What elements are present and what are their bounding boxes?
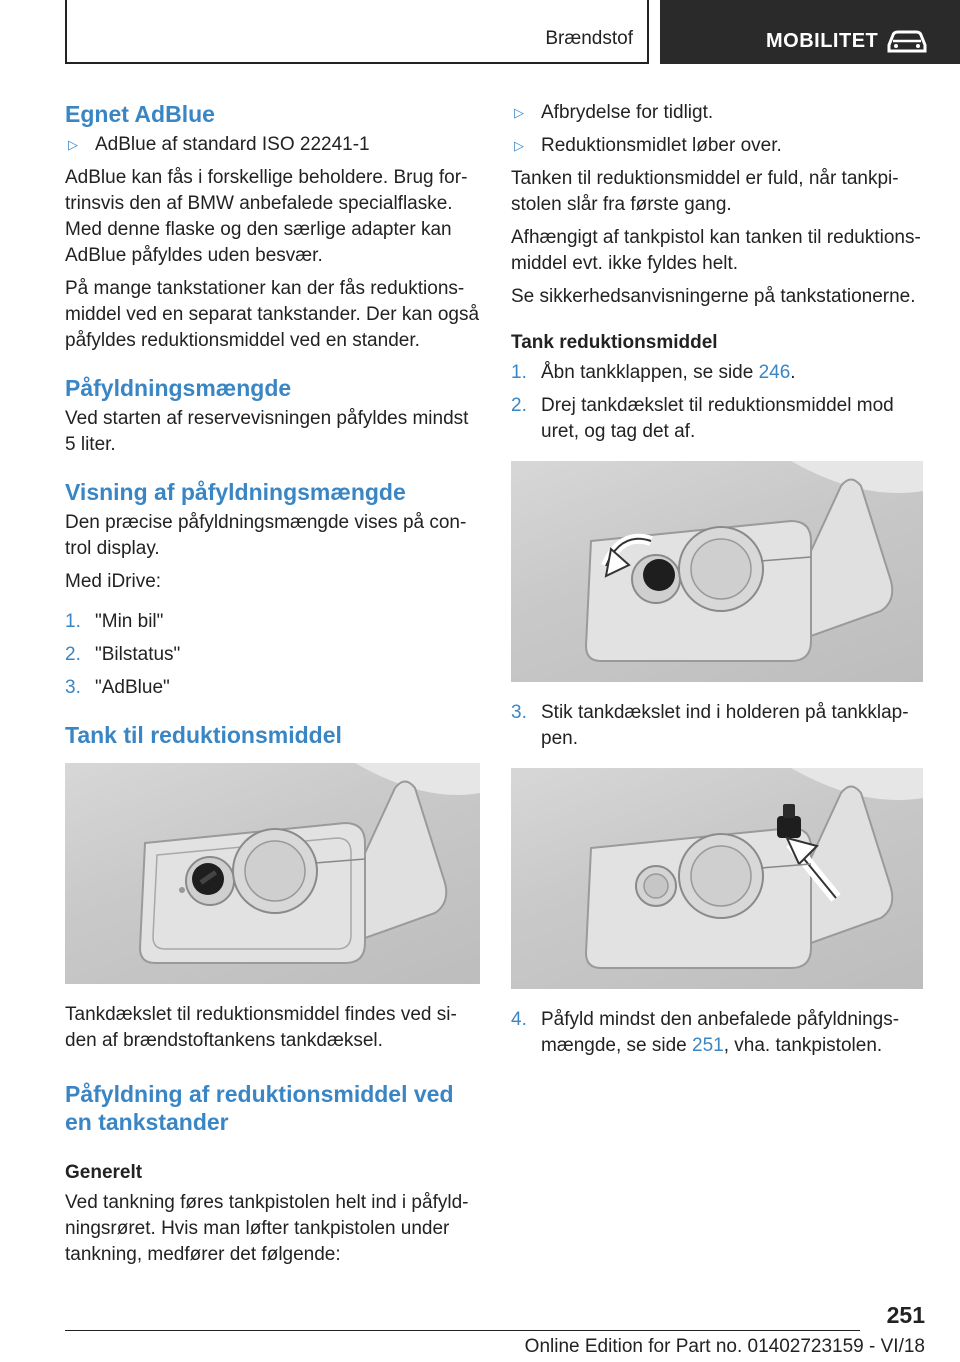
paragraph: Tanken til reduktionsmiddel er fuld, når tankpistolen slår fra første gang. [511, 168, 899, 215]
list-item [511, 100, 925, 126]
paragraph: Ved starten af reservevisningen påfyldes mindst 5 liter. [65, 408, 469, 455]
paragraph: Ved tankning føres tankpistolen helt ind i påfyldningsrøret. Hvis man løfter tankpistolen under tankning, medfører det følgende: [65, 1192, 469, 1265]
header-chapter-tab [660, 0, 960, 64]
right-column [511, 100, 925, 1066]
list-item [511, 393, 925, 445]
paragraph: Med iDrive: [65, 571, 162, 592]
footer-edition: Online Edition for Part no. 01402723159 - VI/18 [524, 1336, 925, 1357]
step-text: Drej tankdækslet til reduktionsmiddel mod uret, og tag det af. [541, 395, 894, 442]
step-number: 4. [511, 1009, 527, 1030]
list-item-text: Afbrydelse for tidligt. [541, 102, 714, 123]
list-item [65, 675, 480, 701]
list-item [511, 700, 925, 752]
header-chapter-title: MOBILITET [766, 30, 879, 52]
list-item [65, 642, 480, 668]
paragraph: På mange tankstationer kan der fås reduktionsmiddel ved en separat tankstander. Der kan også påfyldes reduktionsmiddel ved en stander. [65, 278, 480, 351]
paragraph: Se sikkerhedsanvisningerne på tankstationerne. [511, 286, 916, 307]
triangle-bullet-icon: ▷ [68, 137, 78, 152]
filler-flap-illustration [65, 763, 480, 984]
triangle-bullet-icon: ▷ [514, 138, 524, 153]
step-number: 1. [65, 611, 81, 632]
figure-caption: Tankdækslet til reduktionsmiddel findes ved siden af brændstoftankens tankdæksel. [65, 1004, 457, 1051]
page-number: 251 [886, 1302, 925, 1328]
step-text: "Bilstatus" [95, 644, 181, 665]
step-text: Påfyld mindst den anbefalede påfyldningsmængde, se side [541, 1009, 900, 1056]
list-item-text: Reduktionsmidlet løber over. [541, 135, 782, 156]
remove-cap-figure [511, 461, 923, 682]
paragraph: AdBlue kan fås i forskellige beholdere. Brug fortrinsvis den af BMW anbefalede specialflaske. Med denne flaske og den særlige adapter kan AdBlue påfyldes uden besvær. [65, 167, 468, 266]
list-item [511, 360, 925, 386]
triangle-bullet-icon: ▷ [514, 105, 524, 120]
heading-fill-reductant: Tank reduktionsmiddel [511, 332, 718, 353]
page-link[interactable]: 251 [692, 1035, 724, 1056]
list-item [511, 1007, 925, 1059]
heading-filling-at-pump: Påfyldning af reduktionsmiddel ved en tankstander [65, 1081, 454, 1135]
stow-cap-illustration [511, 768, 923, 989]
heading-reductant-tank: Tank til reduktionsmiddel [65, 722, 342, 748]
step-number: 2. [511, 395, 527, 416]
paragraph: Den præcise påfyldningsmængde vises på control display. [65, 512, 467, 559]
step-text-end: . [790, 362, 796, 383]
footer-divider [65, 1330, 860, 1331]
list-item [511, 133, 925, 159]
list-item [65, 132, 480, 158]
heading-fill-amount: Påfyldningsmængde [65, 375, 292, 401]
reductant-tank-figure [65, 763, 480, 984]
list-item-text: AdBlue af standard ISO 22241-1 [95, 134, 370, 155]
heading-fill-amount-display: Visning af påfyldningsmængde [65, 479, 406, 505]
heading-general: Generelt [65, 1162, 143, 1183]
stow-cap-figure [511, 768, 923, 989]
page-link[interactable]: 246 [758, 362, 791, 383]
heading-suitable-adblue: Egnet AdBlue [65, 101, 215, 127]
header-section-title: Brændstof [545, 28, 633, 49]
step-text: Åbn tankklappen, se side [541, 362, 759, 383]
remove-cap-illustration [511, 461, 923, 682]
paragraph: Afhængigt af tankpistol kan tanken til reduktionsmiddel evt. ikke fyldes helt. [511, 227, 921, 274]
step-text: "AdBlue" [95, 677, 170, 698]
header-section-tab [65, 0, 649, 64]
car-icon [885, 29, 929, 55]
step-text-end: , vha. tankpistolen. [723, 1035, 883, 1056]
step-number: 3. [65, 677, 81, 698]
step-number: 2. [65, 644, 81, 665]
step-text: "Min bil" [95, 611, 164, 632]
step-number: 1. [511, 362, 527, 383]
left-column [65, 100, 480, 1275]
step-number: 3. [511, 702, 527, 723]
list-item [65, 609, 480, 635]
step-text: Stik tankdækslet ind i holderen på tankklappen. [541, 702, 909, 749]
